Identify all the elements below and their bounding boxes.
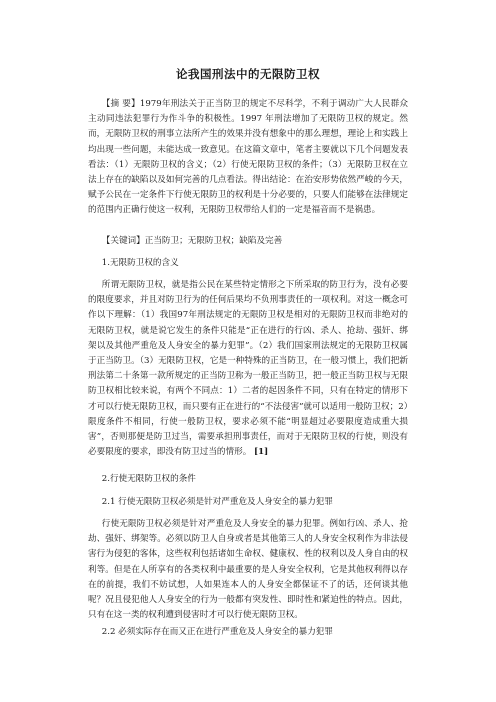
abstract-block [88,97,408,219]
section-2-heading: 2.行使无限防卫权的条件 [101,474,196,484]
abstract-text: 【摘 要】1979年刑法关于正当防卫的规定不尽科学，不利于调动广大人民群众主动同违法犯罪行为作斗争的积极性。1997 年刑法增加了无限防卫权的规定。然而，无限防卫权的刑事立法所产生的效果并没有想象中的那么理想，理论上和实践上均出现一些问题，未能达成一致意见。在这篇文章中，笔者主要就以下几个问题发表看法：（1）无限防卫权的含义；（2）行使无限防卫权的条件；（3）无限防卫权在立法上存在的缺陷以及如何完善的几点看法。得出结论：在治安形势依然严峻的今天，赋予公民在一定条件下行使无限防卫的权利是十分必要的，只要人们能够在法律规定的范围内正确行使这一权利，无限防卫权带给人们的一定是福音而不是祸患。 [88,99,408,216]
section-2-2-heading: 2.2 必须实际存在而又正在进行严重危及人身安全的暴力犯罪 [101,627,333,637]
section-2-1-text: 行使无限防卫权必须是针对严重危及人身安全的暴力犯罪。例如行凶、杀人、抢劫、强奸、绑架等。必须以防卫人自身或者是其他第三人的人身安全权利作为非法侵害行为侵犯的客体，这些权利包括诸如生命权、健康权、性的权利以及人身自由的权利等。但是在人所享有的各类权利中最重要的是人身安全权利，它是其他权利得以存在的前提，我们不妨试想，人如果连本人的人身安全都保证不了的话，还何谈其他呢？况且侵犯他人人身安全的行为一般都有突发性、即时性和紧迫性的特点。因此，只有在这一类的权利遭到侵害时才可以行使无限防卫权。 [88,519,408,621]
section-1-body [88,278,408,460]
paper-title: 论我国刑法中的无限防卫权 [176,67,320,81]
keywords-line: 【关键词】正当防卫；无限防卫权；缺陷及完善 [101,236,283,246]
section-2-1-heading: 2.1 行使无限防卫权必须是针对严重危及人身安全的暴力犯罪 [101,497,333,507]
section-1-text: 所谓无限防卫权，就是指公民在某些特定情形之下所采取的防卫行为，没有必要的限度要求，并且对防卫行为的任何后果均不负刑事责任的一项权利。对这一概念可作以下理解：（1）我国97年刑法规定的无限防卫权是相对的无限防卫权而非绝对的无限防卫权，就是说它发生的条件只能是“正在进行的行凶、杀人、抢劫、强奸、绑架以及其他严重危及人身安全的暴力犯罪”。（2）我们国家刑法规定的无限防卫权属于正当防卫。（3）无限防卫权，它是一种特殊的正当防卫，在一般习惯上，我们把新刑法第二十条第一款所规定的正当防卫称为一般正当防卫，把一般正当防卫权与无限防卫权相比较来说，有两个不同点：1）二者的起因条件不同，只有在特定的情形下才可以行使无限防卫权，而只要有正在进行的“不法侵害”就可以适用一般防卫权；2）限度条件不相同，行使一般防卫权，要求必须不能“明显超过必要限度造成重大损害”，否则那便是防卫过当，需要承担刑事责任，而对于无限防卫权的行使，则没有必要限度的要求，即没有防卫过当的情形。 [88,280,408,458]
section-1-heading: 1.无限防卫权的含义 [101,258,179,268]
section-2-1-body [88,517,408,623]
reference-marker: [1] [254,447,269,458]
